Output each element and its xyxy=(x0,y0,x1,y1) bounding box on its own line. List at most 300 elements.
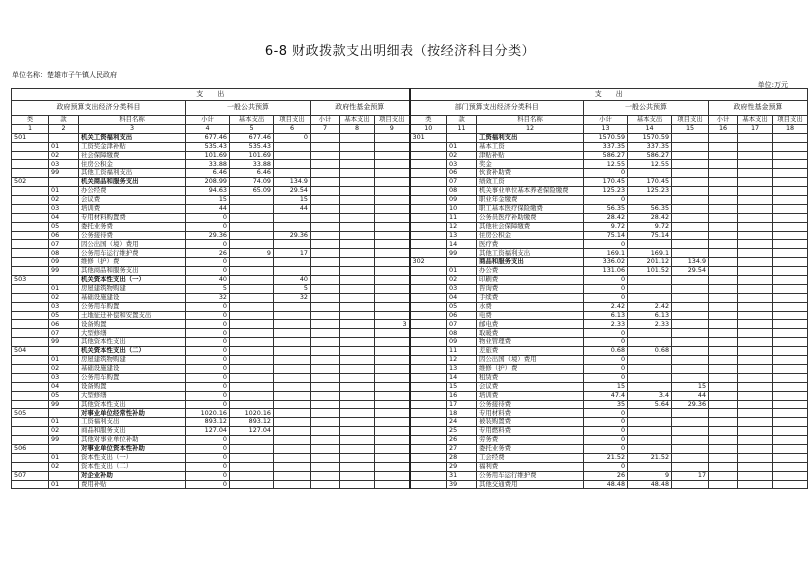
table-cell xyxy=(230,231,274,240)
table-cell xyxy=(230,222,274,231)
table-cell xyxy=(230,480,274,489)
table-cell xyxy=(340,329,375,338)
table-cell xyxy=(375,453,410,462)
table-cell: 0 xyxy=(186,347,230,356)
table-cell xyxy=(311,204,340,213)
table-cell: 0 xyxy=(584,240,628,249)
table-cell: 02 xyxy=(49,462,79,471)
table-cell xyxy=(230,382,274,391)
table-cell: 0 xyxy=(584,276,628,285)
table-cell: 对事业单位经常性补助 xyxy=(79,409,186,418)
table-cell xyxy=(672,338,709,347)
table-cell xyxy=(12,196,49,205)
table-cell xyxy=(773,338,808,347)
table-cell: 125.23 xyxy=(584,187,628,196)
table-cell xyxy=(274,462,311,471)
table-cell: 办公费 xyxy=(477,267,584,276)
left-subject-header: 政府预算支出经济分类科目 xyxy=(12,101,186,116)
table-cell: 1570.59 xyxy=(628,133,672,142)
table-cell: 0 xyxy=(186,462,230,471)
table-cell xyxy=(738,222,773,231)
table-cell xyxy=(672,418,709,427)
table-cell xyxy=(274,222,311,231)
table-cell xyxy=(709,267,738,276)
table-cell xyxy=(12,480,49,489)
table-cell: 6.13 xyxy=(584,311,628,320)
table-cell xyxy=(375,356,410,365)
table-cell xyxy=(340,196,375,205)
table-cell xyxy=(340,169,375,178)
table-cell xyxy=(410,462,447,471)
table-cell xyxy=(709,231,738,240)
column-number: 10 xyxy=(410,124,447,133)
table-cell: 医疗费 xyxy=(477,240,584,249)
table-cell xyxy=(709,436,738,445)
table-cell: 其他社会保障缴费 xyxy=(477,222,584,231)
column-header: 小计 xyxy=(311,116,340,125)
table-cell xyxy=(410,418,447,427)
table-cell xyxy=(738,409,773,418)
table-cell: 03 xyxy=(447,284,477,293)
column-header: 科目名称 xyxy=(79,116,186,125)
table-cell: 公务用车购置 xyxy=(79,373,186,382)
table-cell xyxy=(672,373,709,382)
table-cell xyxy=(274,213,311,222)
column-header: 基本支出 xyxy=(738,116,773,125)
table-cell: 机关事业单位基本养老保险缴费 xyxy=(477,187,584,196)
table-row xyxy=(12,409,808,418)
table-cell xyxy=(311,187,340,196)
table-cell: 504 xyxy=(12,347,49,356)
table-cell: 1570.59 xyxy=(584,133,628,142)
table-cell xyxy=(773,444,808,453)
table-cell: 房屋建筑物购建 xyxy=(79,284,186,293)
table-cell xyxy=(375,444,410,453)
table-cell xyxy=(410,151,447,160)
table-cell: 28.42 xyxy=(628,213,672,222)
table-cell: 07 xyxy=(447,178,477,187)
table-cell xyxy=(311,169,340,178)
table-cell: 134.9 xyxy=(672,258,709,267)
table-cell xyxy=(709,151,738,160)
table-cell: 11 xyxy=(447,347,477,356)
table-cell: 08 xyxy=(447,187,477,196)
table-cell xyxy=(672,453,709,462)
table-cell xyxy=(375,151,410,160)
table-cell: 29.36 xyxy=(274,231,311,240)
table-cell xyxy=(738,364,773,373)
table-cell xyxy=(12,418,49,427)
table-cell: 机关资本性支出（一） xyxy=(79,276,186,285)
table-cell: 3.4 xyxy=(628,391,672,400)
table-cell xyxy=(274,436,311,445)
table-cell xyxy=(738,427,773,436)
table-cell xyxy=(230,436,274,445)
table-cell xyxy=(12,391,49,400)
table-cell: 0.68 xyxy=(628,347,672,356)
table-cell: 03 xyxy=(49,160,79,169)
table-cell: 99 xyxy=(49,436,79,445)
table-row xyxy=(12,356,808,365)
table-cell xyxy=(274,427,311,436)
table-cell: 差旅费 xyxy=(477,347,584,356)
table-cell: 06 xyxy=(447,169,477,178)
table-cell xyxy=(672,436,709,445)
table-cell xyxy=(311,222,340,231)
table-cell xyxy=(375,213,410,222)
table-cell: 费用补贴 xyxy=(79,480,186,489)
table-cell: 94.63 xyxy=(186,187,230,196)
table-cell xyxy=(672,284,709,293)
table-cell xyxy=(274,311,311,320)
table-cell: 0 xyxy=(186,436,230,445)
table-cell: 0 xyxy=(584,364,628,373)
table-cell: 75.14 xyxy=(628,231,672,240)
table-cell xyxy=(773,196,808,205)
table-cell xyxy=(738,373,773,382)
table-cell: 0 xyxy=(186,453,230,462)
table-cell: 09 xyxy=(49,258,79,267)
table-cell: 2.42 xyxy=(628,302,672,311)
table-cell xyxy=(274,453,311,462)
table-cell: 01 xyxy=(447,267,477,276)
table-cell xyxy=(672,169,709,178)
table-cell xyxy=(709,427,738,436)
table-cell xyxy=(410,320,447,329)
table-cell xyxy=(773,400,808,409)
table-cell: 0 xyxy=(186,471,230,480)
table-cell xyxy=(49,471,79,480)
table-cell xyxy=(340,311,375,320)
table-cell: 15 xyxy=(186,196,230,205)
table-cell xyxy=(311,258,340,267)
table-cell xyxy=(375,409,410,418)
table-cell xyxy=(230,471,274,480)
table-cell: 01 xyxy=(49,480,79,489)
table-cell xyxy=(410,409,447,418)
table-cell xyxy=(709,364,738,373)
column-number: 14 xyxy=(628,124,672,133)
table-cell xyxy=(773,462,808,471)
table-cell xyxy=(628,436,672,445)
table-cell xyxy=(340,364,375,373)
table-cell: 02 xyxy=(49,151,79,160)
table-cell xyxy=(311,160,340,169)
table-cell: 基础设施建设 xyxy=(79,293,186,302)
left-fund-header: 政府性基金预算 xyxy=(311,101,410,116)
table-cell xyxy=(773,418,808,427)
table-cell xyxy=(230,347,274,356)
table-cell xyxy=(709,444,738,453)
table-row xyxy=(12,471,808,480)
table-cell: 02 xyxy=(49,427,79,436)
table-cell xyxy=(709,196,738,205)
table-cell: 07 xyxy=(49,329,79,338)
table-cell xyxy=(340,133,375,142)
table-cell: 48.48 xyxy=(628,480,672,489)
table-cell xyxy=(340,178,375,187)
table-cell: 住房公积金 xyxy=(477,231,584,240)
table-cell xyxy=(738,338,773,347)
table-cell xyxy=(375,231,410,240)
table-cell: 07 xyxy=(49,240,79,249)
table-cell xyxy=(709,169,738,178)
table-cell xyxy=(375,329,410,338)
table-cell xyxy=(311,462,340,471)
table-cell xyxy=(709,133,738,142)
table-cell xyxy=(738,240,773,249)
table-cell: 0 xyxy=(186,400,230,409)
column-header: 小计 xyxy=(709,116,738,125)
table-cell xyxy=(311,453,340,462)
table-cell: 工资奖金津补贴 xyxy=(79,142,186,151)
table-cell xyxy=(274,240,311,249)
header-row-category xyxy=(12,101,808,116)
table-cell: 17 xyxy=(672,471,709,480)
table-cell: 公务用车运行维护费 xyxy=(79,249,186,258)
table-cell xyxy=(738,382,773,391)
table-cell: 28.42 xyxy=(584,213,628,222)
table-cell xyxy=(230,356,274,365)
table-cell xyxy=(773,142,808,151)
table-cell xyxy=(311,329,340,338)
table-cell xyxy=(340,267,375,276)
table-cell xyxy=(709,418,738,427)
table-cell xyxy=(12,453,49,462)
table-cell: 44 xyxy=(274,204,311,213)
table-cell: 09 xyxy=(447,338,477,347)
table-cell xyxy=(410,284,447,293)
table-cell xyxy=(738,471,773,480)
table-cell xyxy=(340,391,375,400)
table-cell xyxy=(410,471,447,480)
table-cell: 其他商品和服务支出 xyxy=(79,267,186,276)
table-cell: 其他交通费用 xyxy=(477,480,584,489)
table-cell xyxy=(773,436,808,445)
table-cell: 677.46 xyxy=(186,133,230,142)
table-cell xyxy=(738,284,773,293)
table-cell xyxy=(738,276,773,285)
table-cell xyxy=(738,231,773,240)
table-cell: 9 xyxy=(628,471,672,480)
table-cell xyxy=(773,373,808,382)
table-cell xyxy=(709,284,738,293)
table-cell xyxy=(274,356,311,365)
table-cell: 培训费 xyxy=(477,391,584,400)
table-cell xyxy=(340,222,375,231)
table-cell xyxy=(738,311,773,320)
table-cell xyxy=(738,444,773,453)
table-cell xyxy=(274,142,311,151)
table-cell xyxy=(12,142,49,151)
table-cell: 131.06 xyxy=(584,267,628,276)
table-cell xyxy=(311,142,340,151)
table-cell xyxy=(12,329,49,338)
table-cell: 39 xyxy=(447,480,477,489)
table-cell: 13 xyxy=(447,231,477,240)
table-cell xyxy=(340,187,375,196)
table-cell xyxy=(230,364,274,373)
table-cell xyxy=(12,213,49,222)
table-cell xyxy=(672,302,709,311)
table-cell: 资本性支出（二） xyxy=(79,462,186,471)
table-cell: 25 xyxy=(447,427,477,436)
table-cell xyxy=(311,284,340,293)
table-cell: 15 xyxy=(447,382,477,391)
table-cell xyxy=(375,196,410,205)
table-cell: 125.23 xyxy=(628,187,672,196)
table-cell xyxy=(340,240,375,249)
table-cell xyxy=(738,453,773,462)
table-cell xyxy=(773,276,808,285)
table-cell xyxy=(340,320,375,329)
table-row xyxy=(12,364,808,373)
table-cell xyxy=(375,391,410,400)
table-cell: 9 xyxy=(230,249,274,258)
table-cell xyxy=(672,480,709,489)
column-header: 类 xyxy=(12,116,49,125)
table-cell: 11 xyxy=(447,213,477,222)
table-cell: 14 xyxy=(447,373,477,382)
table-cell xyxy=(709,391,738,400)
table-cell: 5 xyxy=(274,284,311,293)
table-cell: 0 xyxy=(186,213,230,222)
table-cell xyxy=(410,231,447,240)
table-cell xyxy=(230,276,274,285)
table-cell xyxy=(709,178,738,187)
table-cell xyxy=(672,462,709,471)
table-cell xyxy=(375,258,410,267)
table-cell: 01 xyxy=(49,418,79,427)
column-number: 18 xyxy=(773,124,808,133)
table-cell: 08 xyxy=(447,329,477,338)
table-cell xyxy=(230,293,274,302)
table-cell xyxy=(340,160,375,169)
table-cell: 03 xyxy=(49,204,79,213)
table-cell: 33.88 xyxy=(230,160,274,169)
table-cell: 74.09 xyxy=(230,178,274,187)
table-cell: 因公出国（境）费用 xyxy=(477,356,584,365)
table-cell xyxy=(672,347,709,356)
table-cell: 32 xyxy=(186,293,230,302)
table-cell xyxy=(628,293,672,302)
table-cell: 0 xyxy=(186,240,230,249)
table-cell: 工资福利支出 xyxy=(477,133,584,142)
table-cell: 专用材料购置费 xyxy=(79,213,186,222)
table-cell xyxy=(628,284,672,293)
table-cell xyxy=(773,427,808,436)
table-cell: 21.52 xyxy=(628,453,672,462)
table-cell: 津贴补贴 xyxy=(477,151,584,160)
table-cell xyxy=(375,311,410,320)
table-cell xyxy=(230,311,274,320)
table-cell: 公务接待费 xyxy=(79,231,186,240)
table-cell: 501 xyxy=(12,133,49,142)
table-cell: 被装购置费 xyxy=(477,418,584,427)
table-cell xyxy=(738,178,773,187)
table-cell xyxy=(709,409,738,418)
table-cell xyxy=(230,213,274,222)
table-cell: 02 xyxy=(447,276,477,285)
table-cell xyxy=(311,373,340,382)
table-cell: 其他工资福利支出 xyxy=(477,249,584,258)
table-cell xyxy=(709,293,738,302)
table-cell: 26 xyxy=(447,436,477,445)
table-cell: 101.69 xyxy=(230,151,274,160)
table-cell: 27 xyxy=(447,444,477,453)
table-cell xyxy=(375,400,410,409)
table-cell xyxy=(410,222,447,231)
table-cell: 0 xyxy=(186,222,230,231)
table-cell xyxy=(410,400,447,409)
table-cell xyxy=(709,222,738,231)
table-cell xyxy=(738,293,773,302)
table-cell xyxy=(340,213,375,222)
table-cell: 公务接待费 xyxy=(477,400,584,409)
table-cell xyxy=(311,302,340,311)
page-title: 6-8 财政拨款支出明细表（按经济科目分类） xyxy=(264,44,536,59)
table-cell xyxy=(773,160,808,169)
table-cell xyxy=(311,347,340,356)
table-cell xyxy=(230,258,274,267)
table-cell xyxy=(340,293,375,302)
table-cell: 07 xyxy=(447,320,477,329)
table-cell xyxy=(738,142,773,151)
table-cell: 手续费 xyxy=(477,293,584,302)
table-row xyxy=(12,204,808,213)
table-cell xyxy=(12,284,49,293)
table-cell xyxy=(410,213,447,222)
table-cell xyxy=(340,204,375,213)
table-cell xyxy=(773,267,808,276)
table-cell: 工会经费 xyxy=(477,453,584,462)
table-cell xyxy=(340,249,375,258)
table-cell: 公务用车购置 xyxy=(79,302,186,311)
column-number: 16 xyxy=(709,124,738,133)
table-cell: 伙食补助费 xyxy=(477,169,584,178)
table-cell: 其他对事业单位补助 xyxy=(79,436,186,445)
table-cell xyxy=(230,284,274,293)
table-cell xyxy=(375,204,410,213)
table-cell: 委托业务费 xyxy=(79,222,186,231)
column-number: 11 xyxy=(447,124,477,133)
table-row xyxy=(12,151,808,160)
table-cell: 06 xyxy=(49,231,79,240)
table-cell xyxy=(340,382,375,391)
table-cell xyxy=(738,249,773,258)
table-cell: 337.35 xyxy=(584,142,628,151)
table-cell: 03 xyxy=(49,302,79,311)
table-cell xyxy=(672,320,709,329)
table-cell xyxy=(738,160,773,169)
table-cell xyxy=(274,391,311,400)
table-cell xyxy=(340,284,375,293)
table-cell xyxy=(773,347,808,356)
table-row xyxy=(12,444,808,453)
table-cell: 99 xyxy=(49,338,79,347)
table-cell: 印刷费 xyxy=(477,276,584,285)
table-cell xyxy=(12,373,49,382)
table-cell xyxy=(12,187,49,196)
table-cell xyxy=(738,302,773,311)
table-cell xyxy=(773,364,808,373)
table-cell: 127.04 xyxy=(186,427,230,436)
table-cell: 5 xyxy=(186,284,230,293)
table-cell xyxy=(672,329,709,338)
table-cell xyxy=(12,364,49,373)
column-number: 6 xyxy=(274,124,311,133)
table-cell: 29.54 xyxy=(672,267,709,276)
